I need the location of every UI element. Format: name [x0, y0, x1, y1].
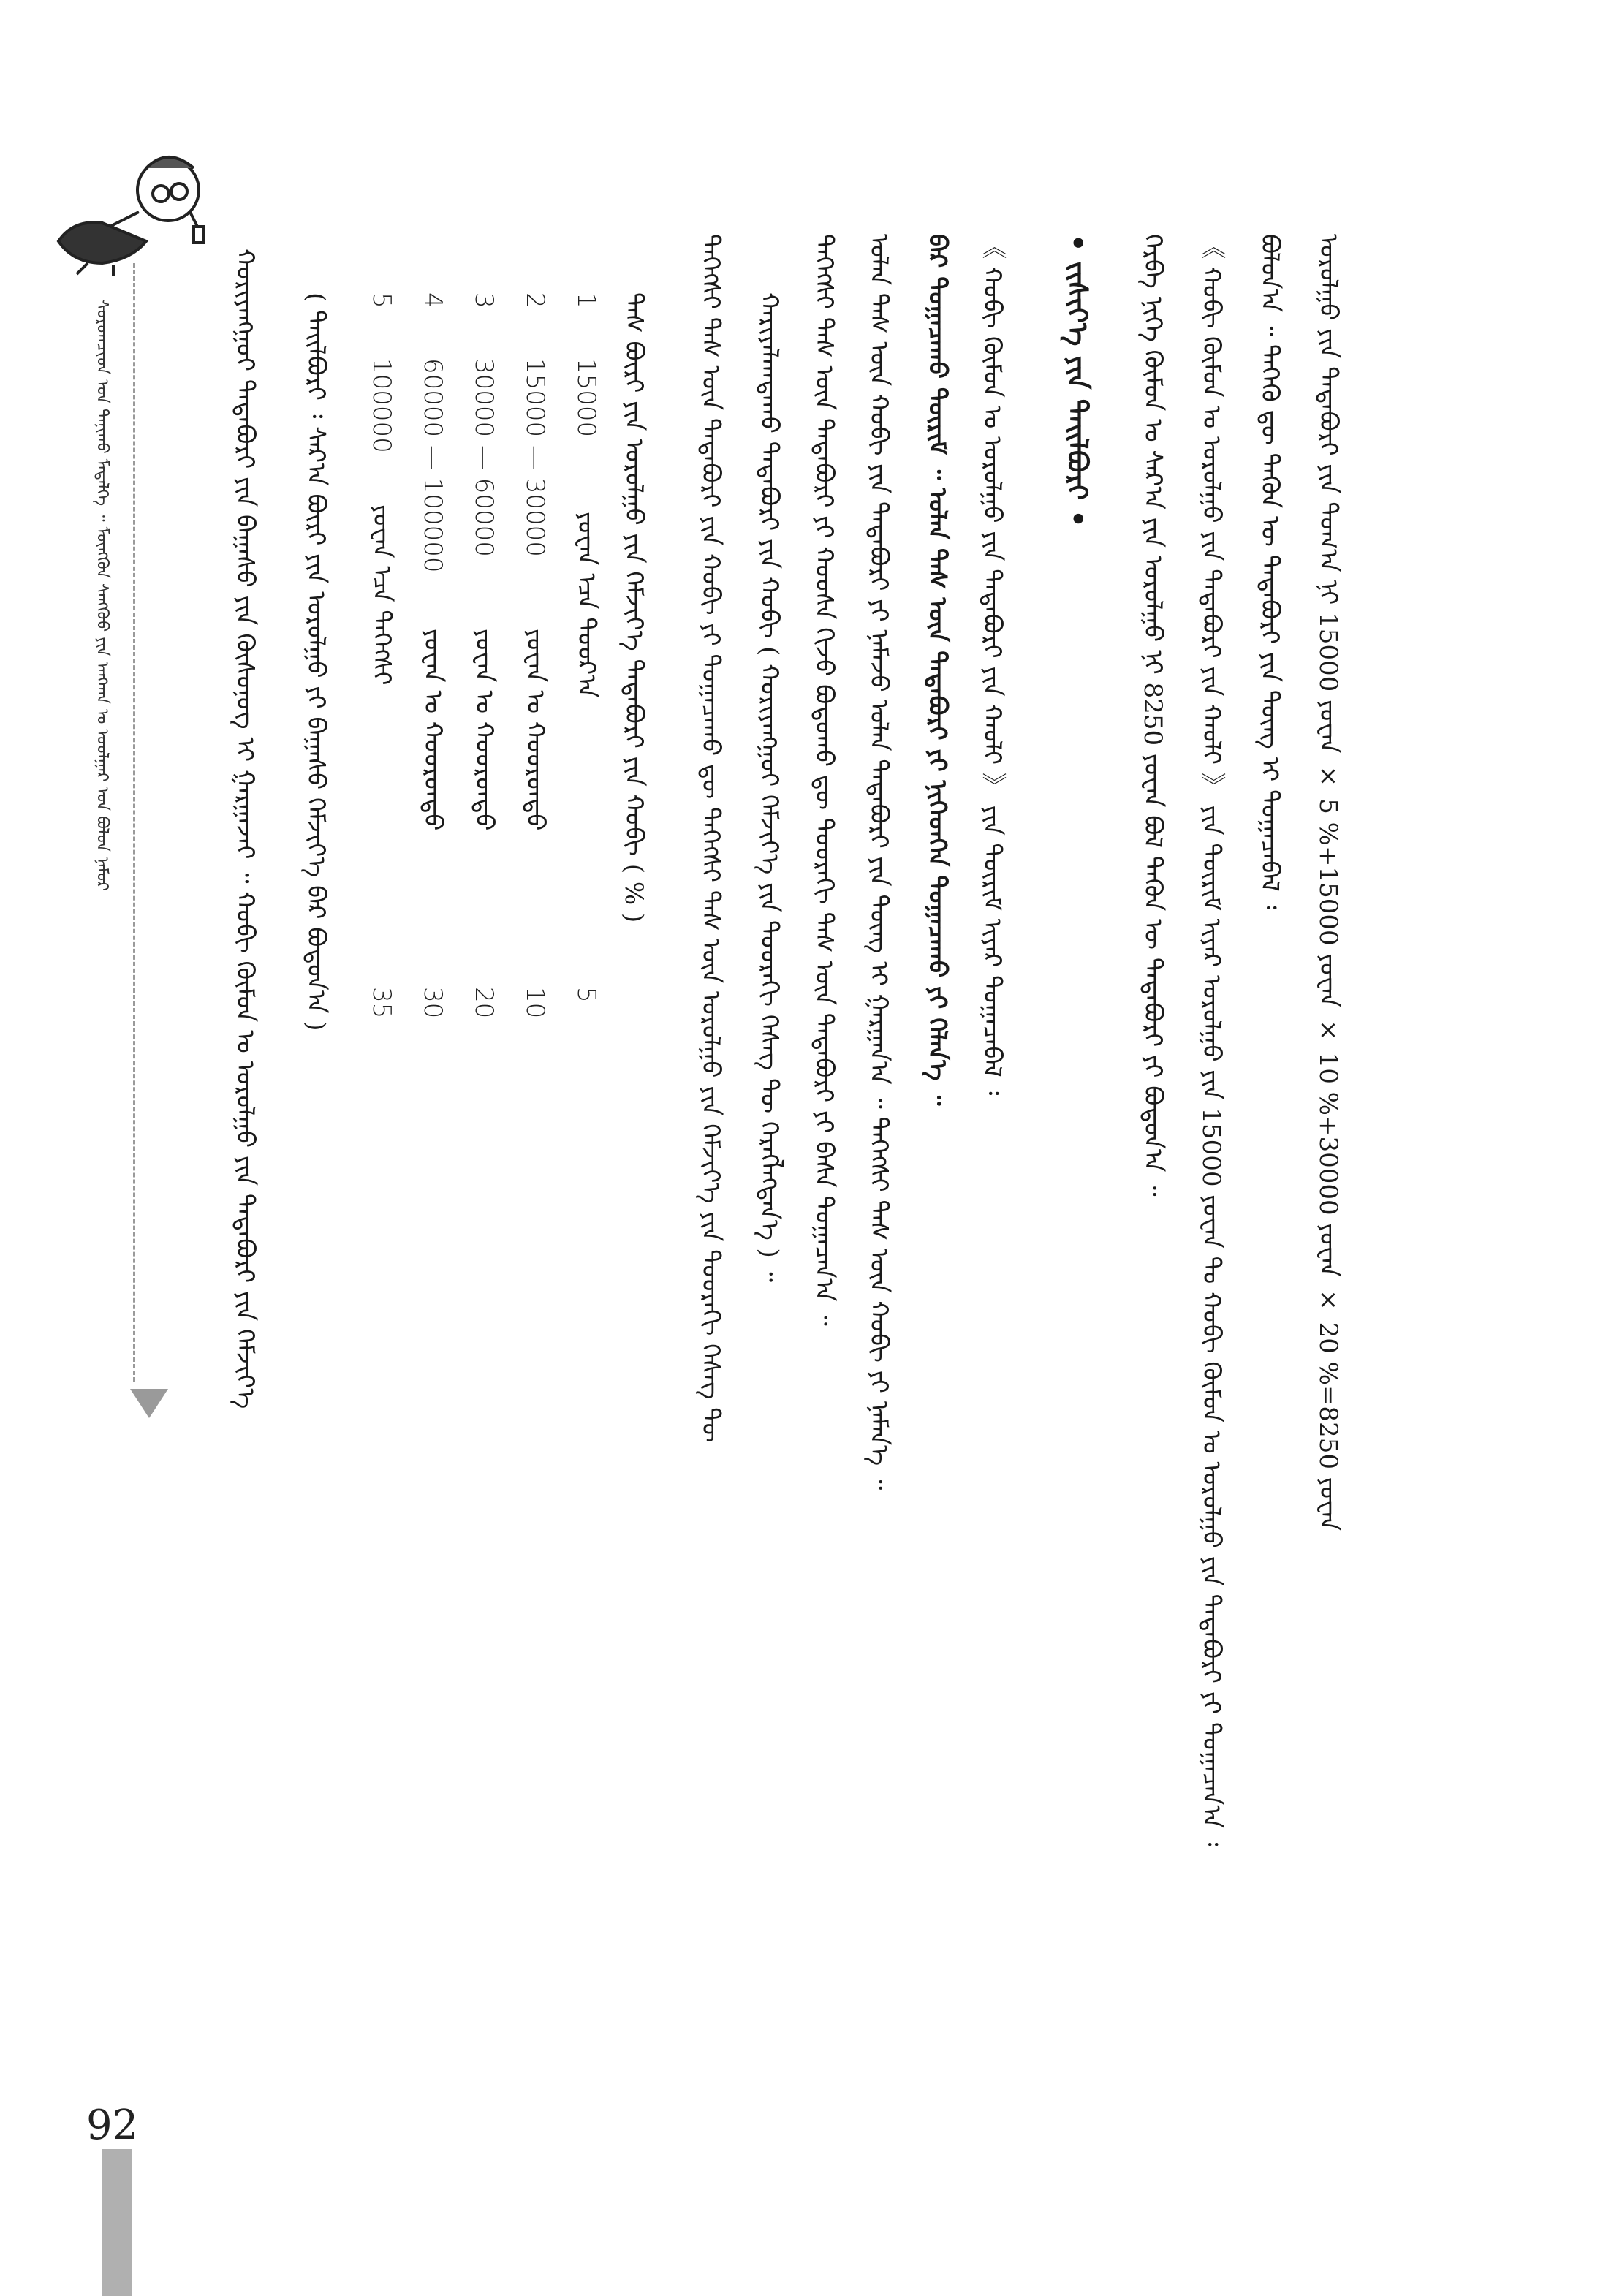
body-line-5: ᠪᠡᠷ ᠲᠣᠭᠠᠴᠠᠬᠤ ᠳᠦᠷᠢᠮ ᠃ ᠣᠯᠠᠨ ᠳᠡᠰ ᠦᠨ ᠲᠠᠲᠠᠪᠤᠷᠢ ᠶᠢ ᠨᠢᠭᠡᠳᠬᠡᠨ ᠲᠣᠭᠠᠴᠠᠬᠤ ᠶᠢ ᠬᠡᠯᠡᠨ᠎ᠡ ᠃ [922, 234, 952, 1106]
body-line-4: ᠣᠯᠠᠨ ᠳᠡᠰ ᠦᠨ ᠬᠤᠪᠢ ᠶᠢᠨ ᠲᠠᠲᠠᠪᠤᠷᠢ ᠶᠢ ᠨᠡᠮᠡᠵᠦ ᠣᠯᠠᠨ ᠲᠠᠲᠠᠪᠤᠷᠢ ᠶᠢᠨ ᠳᠦᠩ ᠢ ᠭᠠᠷᠭᠠᠨ᠎ᠠ ᠃ ᠲᠡᠭᠡᠭᠰᠢ ᠳᠡᠰ ᠦᠨ ᠬᠤᠪᠢ ᠶᠢ ᠨᠡᠮᠡᠨ᠎ᠡ ᠃ [864, 234, 893, 1490]
intro-line-2: ( ᠲᠠᠢᠯᠪᠤᠷᠢ ᠄ ᠰᠠᠷ᠎ᠠ ᠪᠦᠷᠢ ᠶᠢᠨ ᠣᠷᠣᠯᠭᠤ ᠶᠢ ᠪᠠᠭᠠᠰᠤ ᠬᠡᠮᠵᠢᠶ᠎ᠡ ᠪᠡᠷ ᠪᠣᠳᠣᠨ᠎ᠠ ) [301, 292, 330, 1031]
cartoon-boy-icon [44, 132, 205, 278]
section-heading: • ᠵᠢᠱᠢᠶ᠎ᠡ ᠶᠢᠨ ᠲᠠᠢᠯᠪᠤᠷᠢ • [1061, 234, 1094, 528]
example-line-2: 《 ᠬᠤᠪᠢ ᠬᠦᠮᠦᠨ ᠤ ᠣᠷᠣᠯᠭᠤ ᠶᠢᠨ ᠲᠠᠲᠠᠪᠤᠷᠢ ᠶᠢᠨ ᠬᠠᠤᠯᠢ 》 ᠶᠢᠨ ᠳᠦᠷᠢᠮ ᠢᠶᠠᠷ ᠣᠷᠣᠯᠭᠤ ᠶᠢᠨ 15000 ᠶᠤᠸᠠᠨ ᠲᠤ ᠬᠤᠪᠢ ᠬᠦᠮᠦᠨ ᠤ ᠣᠷᠣᠯᠭᠤ ᠶᠢᠨ ᠲᠠᠲᠠᠪᠤᠷᠢ ᠶᠢ ᠲᠣᠭᠠᠴᠠᠨ᠎ᠠ ᠄ [1197, 234, 1226, 1846]
body-line-3: ᠲᠡᠭᠡᠭᠰᠢ ᠳᠡᠰ ᠦᠨ ᠲᠠᠲᠠᠪᠤᠷᠢ ᠶᠢ ᠬᠣᠣᠰᠠ ᠬᠢᠵᠦ ᠪᠣᠳᠣᠬᠤ ᠳᠦ ᠳᠣᠣᠷᠠᠬᠢ ᠳᠡᠰ ᠦᠨ ᠲᠠᠲᠠᠪᠤᠷᠢ ᠶᠢ ᠪᠠᠰᠠ ᠲᠣᠭᠠᠴᠠᠨ᠎ᠠ ᠃ [809, 234, 838, 1326]
table-header: ᠳᠡᠰ ᠪᠦᠷᠢ ᠶᠢᠨ ᠣᠷᠣᠯᠭᠤ ᠶᠢᠨ ᠬᠡᠮᠵᠢᠶ᠎ᠡ ᠲᠠᠲᠠᠪᠤᠷᠢ ᠶᠢᠨ ᠬᠤᠪᠢ ( % ) [619, 292, 648, 923]
example-line-1: ᠬᠡᠷᠪᠡ ᠨᠢᠭᠡ ᠬᠦᠮᠦᠨ ᠤ ᠰᠠᠷ᠎ᠠ ᠶᠢᠨ ᠣᠷᠣᠯᠭᠤ ᠨᠢ 8250 ᠶᠤᠸᠠᠨ ᠪᠣᠯ ᠲᠡᠭᠦᠨ ᠦ ᠲᠠᠲᠠᠪᠤᠷᠢ ᠶᠢ ᠪᠣᠳᠣᠨ᠎ᠠ ᠃ [1138, 234, 1167, 1197]
body-line-6: 《 ᠬᠤᠪᠢ ᠬᠦᠮᠦᠨ ᠤ ᠣᠷᠣᠯᠭᠤ ᠶᠢᠨ ᠲᠠᠲᠠᠪᠤᠷᠢ ᠶᠢᠨ ᠬᠠᠤᠯᠢ 》 ᠶᠢᠨ ᠳᠦᠷᠢᠮ ᠢᠶᠠᠷ ᠲᠣᠭᠠᠴᠠᠪᠠᠯ ᠄ [977, 234, 1007, 1096]
running-head: ᠰᠤᠷᠤᠭᠴᠢᠳ ᠤᠨ ᠲᠠᠨᠢᠬᠤ ᠮᠡᠳᠡᠯᠭᠡ ᠃ ᠮᠦᠩᠭᠦᠨ ᠰᠠᠩᠬᠦᠦ ᠶᠢᠨ ᠠᠩᠬᠠᠨ ᠤ ᠤᠤᠯᠭᠠᠷ ᠤᠨ ᠪᠤᠯᠤᠨ ᠨᠠᠮᠤᠷ [93, 300, 111, 891]
triangle-down-icon [130, 1389, 168, 1418]
page-edge-bar [102, 2149, 132, 2296]
dashed-divider [133, 263, 135, 1382]
body-line-2: ᠬᠠᠷᠢᠶᠠᠯᠠᠭᠳᠠᠬᠤ ᠲᠠᠲᠠᠪᠤᠷᠢ ᠶᠢᠨ ᠬᠤᠪᠢ ( ᠬᠤᠷᠢᠶᠠᠩᠭᠤᠢ ᠬᠡᠮᠵᠢᠶ᠎ᠡ ᠶᠢᠨ ᠳᠣᠣᠷᠠᠬᠢ ᠬᠡᠰᠡᠭ ᠲᠦ ᠬᠡᠷᠡᠭᠯᠡᠭᠳᠡᠨ᠎ᠡ ) ᠃ [754, 292, 784, 1282]
document-page: ᠰᠤᠷᠤᠭᠴᠢᠳ ᠤᠨ ᠲᠠᠨᠢᠬᠤ ᠮᠡᠳᠡᠯᠭᠡ ᠃ ᠮᠦᠩᠭᠦᠨ ᠰᠠᠩᠬᠦᠦ ᠶᠢᠨ ᠠᠩᠬᠠᠨ ᠤ ᠤᠤᠯᠭᠠᠷ ᠤᠨ ᠪᠤᠯᠤᠨ ᠨᠠᠮᠤᠷ ᠬᠤᠷᠢᠶᠠᠩᠭᠤᠢ ᠲᠠᠲᠠᠪᠤᠷᠢ ᠶᠢᠨ ᠪᠠᠭᠠᠰᠤ ᠶᠢᠨ ᠬᠦᠰᠦᠨᠦᠭ ᠢ ᠭᠠᠷᠭᠠᠵᠠᠢ ᠃ ᠬᠤᠪᠢ ᠬᠦᠮᠦᠨ ᠤ ᠣᠷᠣᠯᠭᠤ ᠶᠢᠨ ᠲᠠᠲᠠᠪᠤᠷᠢ ᠶᠢᠨ ᠬᠡᠮᠵᠢᠶ᠎ᠡ ( ᠲᠠᠢᠯᠪᠤᠷᠢ ᠄ ᠰᠠᠷ᠎ᠠ ᠪᠦᠷᠢ ᠶᠢᠨ ᠣᠷᠣᠯᠭᠤ ᠶᠢ ᠪᠠᠭᠠᠰᠤ ᠬᠡᠮᠵᠢᠶ᠎ᠡ ᠪᠡᠷ ᠪᠣᠳᠣᠨ᠎ᠠ ) 5 100000 ᠶᠤᠸᠠᠨ ᠡᠴᠡ ᠳᠡᠭᠡᠭᠰᠢ 35 4 60000 — 100000 ᠶᠤᠸᠠᠨ ᠤ ᠬᠣᠣᠷᠣᠨᠳᠣ 30 3 30000 — 60000 ᠶᠤᠸᠠᠨ ᠤ ᠬᠣᠣᠷᠣᠨᠳᠣ 20 2 15000 — 30000 ᠶᠤᠸᠠᠨ ᠤ ᠬᠣᠣᠷᠣᠨᠳᠣ 10 1 15000 ᠶᠤᠸᠠᠨ ᠡᠴᠡ ᠳᠣᠣᠷ᠎ᠠ 5 ᠳᠡᠰ ᠪᠦᠷᠢ ᠶᠢᠨ ᠣᠷᠣᠯᠭᠤ ᠶᠢᠨ ᠬᠡᠮᠵᠢᠶ᠎ᠡ ᠲᠠᠲᠠᠪᠤᠷᠢ ᠶᠢᠨ ᠬᠤᠪᠢ ( % ) ᠲᠡᠭᠡᠭᠰᠢ ᠳᠡᠰ ᠦᠨ ᠲᠠᠲᠠᠪᠤᠷᠢ ᠶᠢᠨ ᠬᠤᠪᠢ ᠶᠢ ᠲᠣᠭᠠᠴᠠᠬᠤ ᠳᠦ ᠲᠡᠭᠡᠭᠰᠢ ᠳᠡᠰ ᠦᠨ ᠣᠷᠣᠯᠭᠤ ᠶᠢᠨ ᠬᠡᠮᠵᠢᠶ᠎ᠡ ᠶᠢᠨ ᠳᠣᠣᠷᠠᠬᠢ ᠬᠡᠰᠡᠭ ᠲᠦ ᠬᠠᠷᠢᠶᠠᠯᠠᠭᠳᠠᠬᠤ ᠲᠠᠲᠠᠪᠤᠷᠢ ᠶᠢᠨ ᠬᠤᠪᠢ ( ᠬᠤᠷᠢᠶᠠᠩᠭᠤᠢ ᠬᠡᠮᠵᠢᠶ᠎ᠡ ᠶᠢᠨ ᠳᠣᠣᠷᠠᠬᠢ ᠬᠡᠰᠡᠭ ᠲᠦ ᠬᠡᠷᠡᠭᠯᠡᠭᠳᠡᠨ᠎ᠡ ) ᠃ ᠲᠡᠭᠡᠭᠰᠢ ᠳᠡᠰ ᠦᠨ ᠲᠠᠲᠠᠪᠤᠷᠢ ᠶᠢ ᠬᠣᠣᠰᠠ ᠬᠢᠵᠦ ᠪᠣᠳᠣᠬᠤ ᠳᠦ ᠳᠣᠣᠷᠠᠬᠢ ᠳᠡᠰ ᠦᠨ ᠲᠠᠲᠠᠪᠤᠷᠢ ᠶᠢ ᠪᠠᠰᠠ ᠲᠣᠭᠠᠴᠠᠨ᠎ᠠ ᠃ ᠣᠯᠠᠨ ᠳᠡᠰ ᠦᠨ ᠬᠤᠪᠢ ᠶᠢᠨ ᠲᠠᠲᠠᠪᠤᠷᠢ ᠶᠢ ᠨᠡᠮᠡᠵᠦ ᠣᠯᠠᠨ ᠲᠠᠲᠠᠪᠤᠷᠢ ᠶᠢᠨ ᠳᠦᠩ ᠢ ᠭᠠᠷᠭᠠᠨ᠎ᠠ ᠃ ᠲᠡᠭᠡᠭᠰᠢ ᠳᠡᠰ ᠦᠨ ᠬᠤᠪᠢ ᠶᠢ ᠨᠡᠮᠡᠨ᠎ᠡ ᠃ ᠪᠡᠷ ᠲᠣᠭᠠᠴᠠᠬᠤ ᠳᠦᠷᠢᠮ ᠃ ᠣᠯᠠᠨ ᠳᠡᠰ ᠦᠨ ᠲᠠᠲᠠᠪᠤᠷᠢ ᠶᠢ ᠨᠢᠭᠡᠳᠬᠡᠨ ᠲᠣᠭᠠᠴᠠᠬᠤ ᠶᠢ ᠬᠡᠯᠡᠨ᠎ᠡ ᠃ 《 ᠬᠤᠪᠢ ᠬᠦᠮᠦᠨ ᠤ ᠣᠷᠣᠯᠭᠤ ᠶᠢᠨ ᠲᠠᠲᠠᠪᠤᠷᠢ ᠶᠢᠨ ᠬᠠᠤᠯᠢ 》 ᠶᠢᠨ ᠳᠦᠷᠢᠮ ᠢᠶᠠᠷ ᠲᠣᠭᠠᠴᠠᠪᠠᠯ ᠄ • ᠵᠢᠱᠢᠶ᠎ᠡ ᠶᠢᠨ ᠲᠠᠢᠯᠪᠤᠷᠢ • ᠬᠡᠷᠪᠡ ᠨᠢᠭᠡ ᠬᠦᠮᠦᠨ ᠤ ᠰᠠᠷ᠎ᠠ ᠶᠢᠨ ᠣᠷᠣᠯᠭᠤ ᠨᠢ 8250 ᠶᠤᠸᠠᠨ ᠪᠣᠯ ᠲᠡᠭᠦᠨ ᠦ ᠲᠠᠲᠠᠪᠤᠷᠢ ᠶᠢ ᠪᠣᠳᠣᠨ᠎ᠠ ᠃ 《 ᠬᠤᠪᠢ ᠬᠦᠮᠦᠨ ᠤ ᠣᠷᠣᠯᠭᠤ ᠶᠢᠨ ᠲᠠᠲᠠᠪᠤᠷᠢ ᠶᠢᠨ ᠬᠠᠤᠯᠢ 》 ᠶᠢᠨ ᠳᠦᠷᠢᠮ ᠢᠶᠠᠷ ᠣᠷᠣᠯᠭᠤ ᠶᠢᠨ 15000 ᠶᠤᠸᠠᠨ ᠲᠤ ᠬᠤᠪᠢ ᠬᠦᠮᠦᠨ ᠤ ᠣᠷᠣᠯᠭᠤ ᠶᠢᠨ ᠲᠠᠲᠠᠪᠤᠷᠢ ᠶᠢ ᠲᠣᠭᠠᠴᠠᠨ᠎ᠠ ᠄ ᠪᠣᠯᠤᠨ᠎ᠠ ᠃ ᠲᠡᠭᠡᠬᠦ ᠳᠦ ᠲᠡᠭᠦᠨ ᠦ ᠲᠠᠲᠠᠪᠤᠷᠢ ᠶᠢᠨ ᠳᠦᠩ ᠢ ᠲᠣᠭᠠᠴᠠᠪᠠᠯ ᠄ ᠣᠷᠣᠯᠭᠤ ᠶᠢᠨ ᠲᠠᠲᠠᠪᠤᠷᠢ ᠶᠢᠨ ᠲᠣᠭ᠎ᠠ ᠨᠢ 15000 ᠶᠤᠸᠠᠨ × 5 %+15000 ᠶᠤᠸᠠᠨ × 10 %+30000 ᠶᠤᠸᠠᠨ × 20 %=8250 ᠶᠤᠸᠠᠨ 92 [0, 0, 1614, 2296]
example-line-3: ᠪᠣᠯᠤᠨ᠎ᠠ ᠃ ᠲᠡᠭᠡᠬᠦ ᠳᠦ ᠲᠡᠭᠦᠨ ᠦ ᠲᠠᠲᠠᠪᠤᠷᠢ ᠶᠢᠨ ᠳᠦᠩ ᠢ ᠲᠣᠭᠠᠴᠠᠪᠠᠯ ᠄ [1255, 234, 1284, 910]
intro-line-1: ᠬᠤᠷᠢᠶᠠᠩᠭᠤᠢ ᠲᠠᠲᠠᠪᠤᠷᠢ ᠶᠢᠨ ᠪᠠᠭᠠᠰᠤ ᠶᠢᠨ ᠬᠦᠰᠦᠨᠦᠭ ᠢ ᠭᠠᠷᠭᠠᠵᠠᠢ ᠃ ᠬᠤᠪᠢ ᠬᠦᠮᠦᠨ ᠤ ᠣᠷᠣᠯᠭᠤ ᠶᠢᠨ ᠲᠠᠲᠠᠪᠤᠷᠢ ᠶᠢᠨ ᠬᠡᠮᠵᠢᠶ᠎ᠡ [230, 249, 259, 1409]
body-line-1: ᠲᠡᠭᠡᠭᠰᠢ ᠳᠡᠰ ᠦᠨ ᠲᠠᠲᠠᠪᠤᠷᠢ ᠶᠢᠨ ᠬᠤᠪᠢ ᠶᠢ ᠲᠣᠭᠠᠴᠠᠬᠤ ᠳᠦ ᠲᠡᠭᠡᠭᠰᠢ ᠳᠡᠰ ᠦᠨ ᠣᠷᠣᠯᠭᠤ ᠶᠢᠨ ᠬᠡᠮᠵᠢᠶ᠎ᠡ ᠶᠢᠨ ᠳᠣᠣᠷᠠᠬᠢ ᠬᠡᠰᠡᠭ ᠲᠦ [696, 234, 725, 1443]
page-number: 92 [86, 2102, 139, 2149]
example-line-4: ᠣᠷᠣᠯᠭᠤ ᠶᠢᠨ ᠲᠠᠲᠠᠪᠤᠷᠢ ᠶᠢᠨ ᠲᠣᠭ᠎ᠠ ᠨᠢ 15000 ᠶᠤᠸᠠᠨ × 5 %+15000 ᠶᠤᠸᠠᠨ × 10 %+30000 ᠶᠤᠸᠠᠨ × 20 %=8250 ᠶᠤᠸᠠᠨ [1314, 234, 1343, 1531]
